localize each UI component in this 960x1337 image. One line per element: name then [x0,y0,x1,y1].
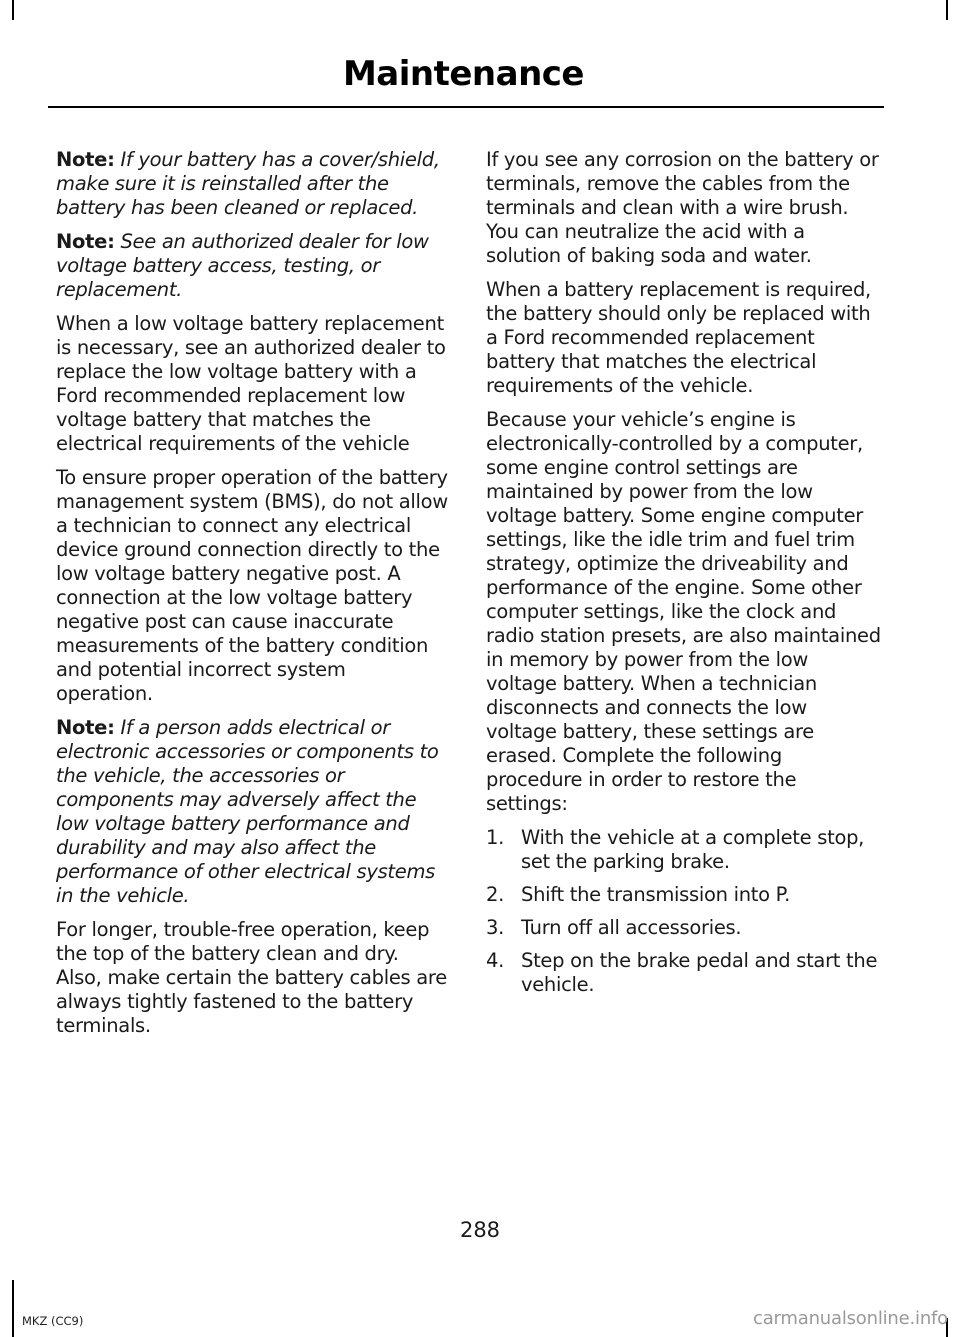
note-dealer-access [56,230,448,302]
page-title: Maintenance [342,54,584,94]
note-label: Note: [56,716,115,739]
paragraph-computer-settings: Because your vehicle’s engine is electronically-controlled by a computer, some engine control settings are maintained by power from the low voltage battery. Some engine computer settings, like the idle trim and fuel trim strategy, optimize the driveability and performance of the engine. Some other computer settings, like the clock and radio station presets, are also maintained in memory by power from the low voltage battery. When a technician disconnects and connects the low voltage battery, these settings are erased. Complete the following procedure in order to restore the settings: [486,408,881,815]
step-number: 3. [486,916,505,939]
step-number: 4. [486,949,505,972]
crop-mark-bottom-left-v [12,1280,14,1337]
list-item [486,916,882,940]
procedure-steps [486,826,882,997]
header-divider [48,106,884,108]
step-text: Step on the brake pedal and start the vehicle. [521,949,878,996]
paragraph-replacement: When a low voltage battery replacement is necessary, see an authorized dealer to replace the low voltage battery with a Ford recommended replacement low voltage battery that matches the electrical requirements of the vehicle [56,312,446,455]
step-text: Shift the transmission into P. [521,883,790,906]
list-item [486,826,882,874]
step-number: 2. [486,883,505,906]
step-text: With the vehicle at a complete stop, set the parking brake. [521,826,865,873]
note-cover-shield [56,148,448,220]
note-label: Note: [56,230,115,253]
note-text: See an authorized dealer for low voltage battery access, testing, or replacement. [56,230,429,301]
note-text: If a person adds electrical or electronic accessories or components to the vehicle, the accessories or components may adversely affect the low voltage battery performance and durability and may also affect the performance of other electrical systems in the vehicle. [56,716,439,907]
right-column [486,148,882,1006]
list-item [486,949,882,997]
paragraph-battery-replacement: When a battery replacement is required, the battery should only be replaced with a Ford recommended replacement battery that matches the electrical requirements of the vehicle. [486,278,871,397]
watermark: carmanualsonline.info [753,1308,948,1329]
note-accessories [56,716,448,908]
crop-mark-top-right-v [946,0,948,20]
model-code: MKZ (CC9) [22,1314,84,1328]
paragraph-clean-battery: For longer, trouble-free operation, keep the top of the battery clean and dry. Also, make certain the battery cables are always tightly fastened to the battery terminals. [56,918,447,1037]
step-text: Turn off all accessories. [521,916,742,939]
note-label: Note: [56,148,115,171]
paragraph-bms: To ensure proper operation of the battery management system (BMS), do not allow a technician to connect any electrical device ground connection directly to the low voltage battery negative post. A connection at the low voltage battery negative post can cause inaccurate measurements of the battery condition and potential incorrect system operation. [56,466,448,705]
list-item [486,883,882,907]
page-number: 288 [459,1218,501,1242]
left-column [56,148,448,1048]
paragraph-corrosion: If you see any corrosion on the battery or terminals, remove the cables from the terminals and clean with a wire brush. You can neutralize the acid with a solution of baking soda and water. [486,148,879,267]
note-text: If your battery has a cover/shield, make sure it is reinstalled after the battery has been cleaned or replaced. [56,148,440,219]
crop-mark-top-left-v [12,0,14,20]
step-number: 1. [486,826,505,849]
